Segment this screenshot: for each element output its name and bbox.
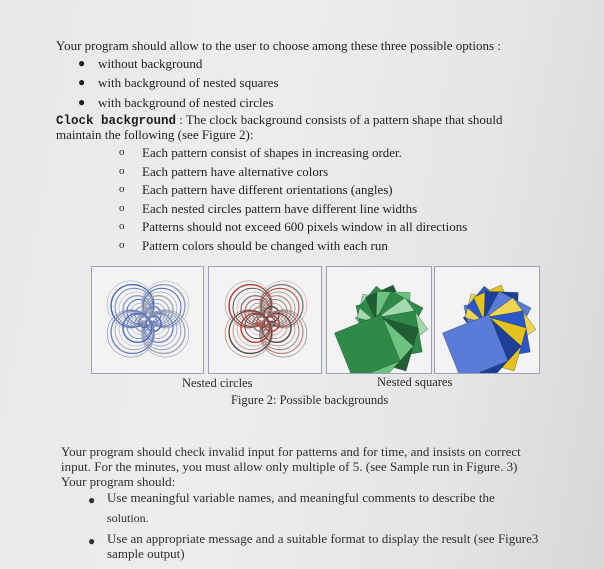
clock-label: Clock background bbox=[56, 114, 177, 128]
bullet-icon: ● bbox=[88, 493, 96, 507]
circle-bullet-icon: o bbox=[119, 165, 125, 177]
bullet-icon: ● bbox=[78, 56, 86, 70]
should-item-line1: Use an appropriate message and a suitable format to display the result (see Figure3 bbox=[107, 531, 539, 546]
should-item-line2: solution. bbox=[107, 511, 149, 525]
option-item: with background of nested squares bbox=[98, 75, 279, 90]
requirement-item: Each pattern have different orientations (angles) bbox=[142, 182, 393, 197]
clock-line2: maintain the following (see Figure 2): bbox=[56, 127, 254, 142]
bullet-icon: ● bbox=[78, 75, 86, 89]
should-item-line1: Use meaningful variable names, and meaningful comments to describe the bbox=[107, 490, 495, 505]
figure-caption: Figure 2: Possible backgrounds bbox=[231, 393, 389, 407]
label-nested-circles: Nested circles bbox=[182, 376, 253, 390]
circle-bullet-icon: o bbox=[119, 239, 125, 251]
requirement-item: Each pattern consist of shapes in increasing order. bbox=[142, 145, 402, 160]
circle-bullet-icon: o bbox=[119, 220, 125, 232]
clock-line1: : The clock background consists of a pattern shape that should bbox=[179, 112, 503, 127]
bullet-icon: ● bbox=[88, 534, 96, 548]
option-item: without background bbox=[98, 56, 203, 71]
nested-circles-panel-2 bbox=[208, 266, 322, 374]
nested-squares-image bbox=[327, 267, 431, 373]
bullet-icon: ● bbox=[78, 95, 86, 109]
circle-bullet-icon: o bbox=[119, 146, 125, 158]
requirement-item: Pattern colors should be changed with each run bbox=[142, 238, 388, 253]
check-line1: Your program should check invalid input for patterns and for time, and insists on correct bbox=[61, 444, 521, 459]
circle-bullet-icon: o bbox=[119, 183, 125, 195]
should-item-line2: sample output) bbox=[107, 546, 185, 561]
check-line3: Your program should: bbox=[61, 474, 176, 489]
nested-circles-image bbox=[92, 267, 203, 373]
circle-bullet-icon: o bbox=[119, 202, 125, 214]
nested-squares-panel-1 bbox=[326, 266, 432, 374]
nested-circles-image bbox=[209, 267, 321, 373]
option-item: with background of nested circles bbox=[98, 95, 274, 110]
requirement-item: Each pattern have alternative colors bbox=[142, 164, 329, 179]
check-line2: input. For the minutes, you must allow only multiple of 5. (see Sample run in Figure. 3) bbox=[61, 459, 518, 474]
nested-circles-panel-1 bbox=[91, 266, 204, 374]
nested-squares-panel-2 bbox=[434, 266, 540, 374]
nested-circle bbox=[229, 311, 272, 354]
nested-circle bbox=[111, 311, 154, 354]
label-nested-squares: Nested squares bbox=[377, 375, 453, 389]
intro-text: Your program should allow to the user to choose among these three possible options : bbox=[56, 38, 501, 53]
nested-squares-image bbox=[435, 267, 539, 373]
requirement-item: Patterns should not exceed 600 pixels window in all directions bbox=[142, 219, 468, 234]
requirement-item: Each nested circles pattern have different line widths bbox=[142, 201, 418, 216]
